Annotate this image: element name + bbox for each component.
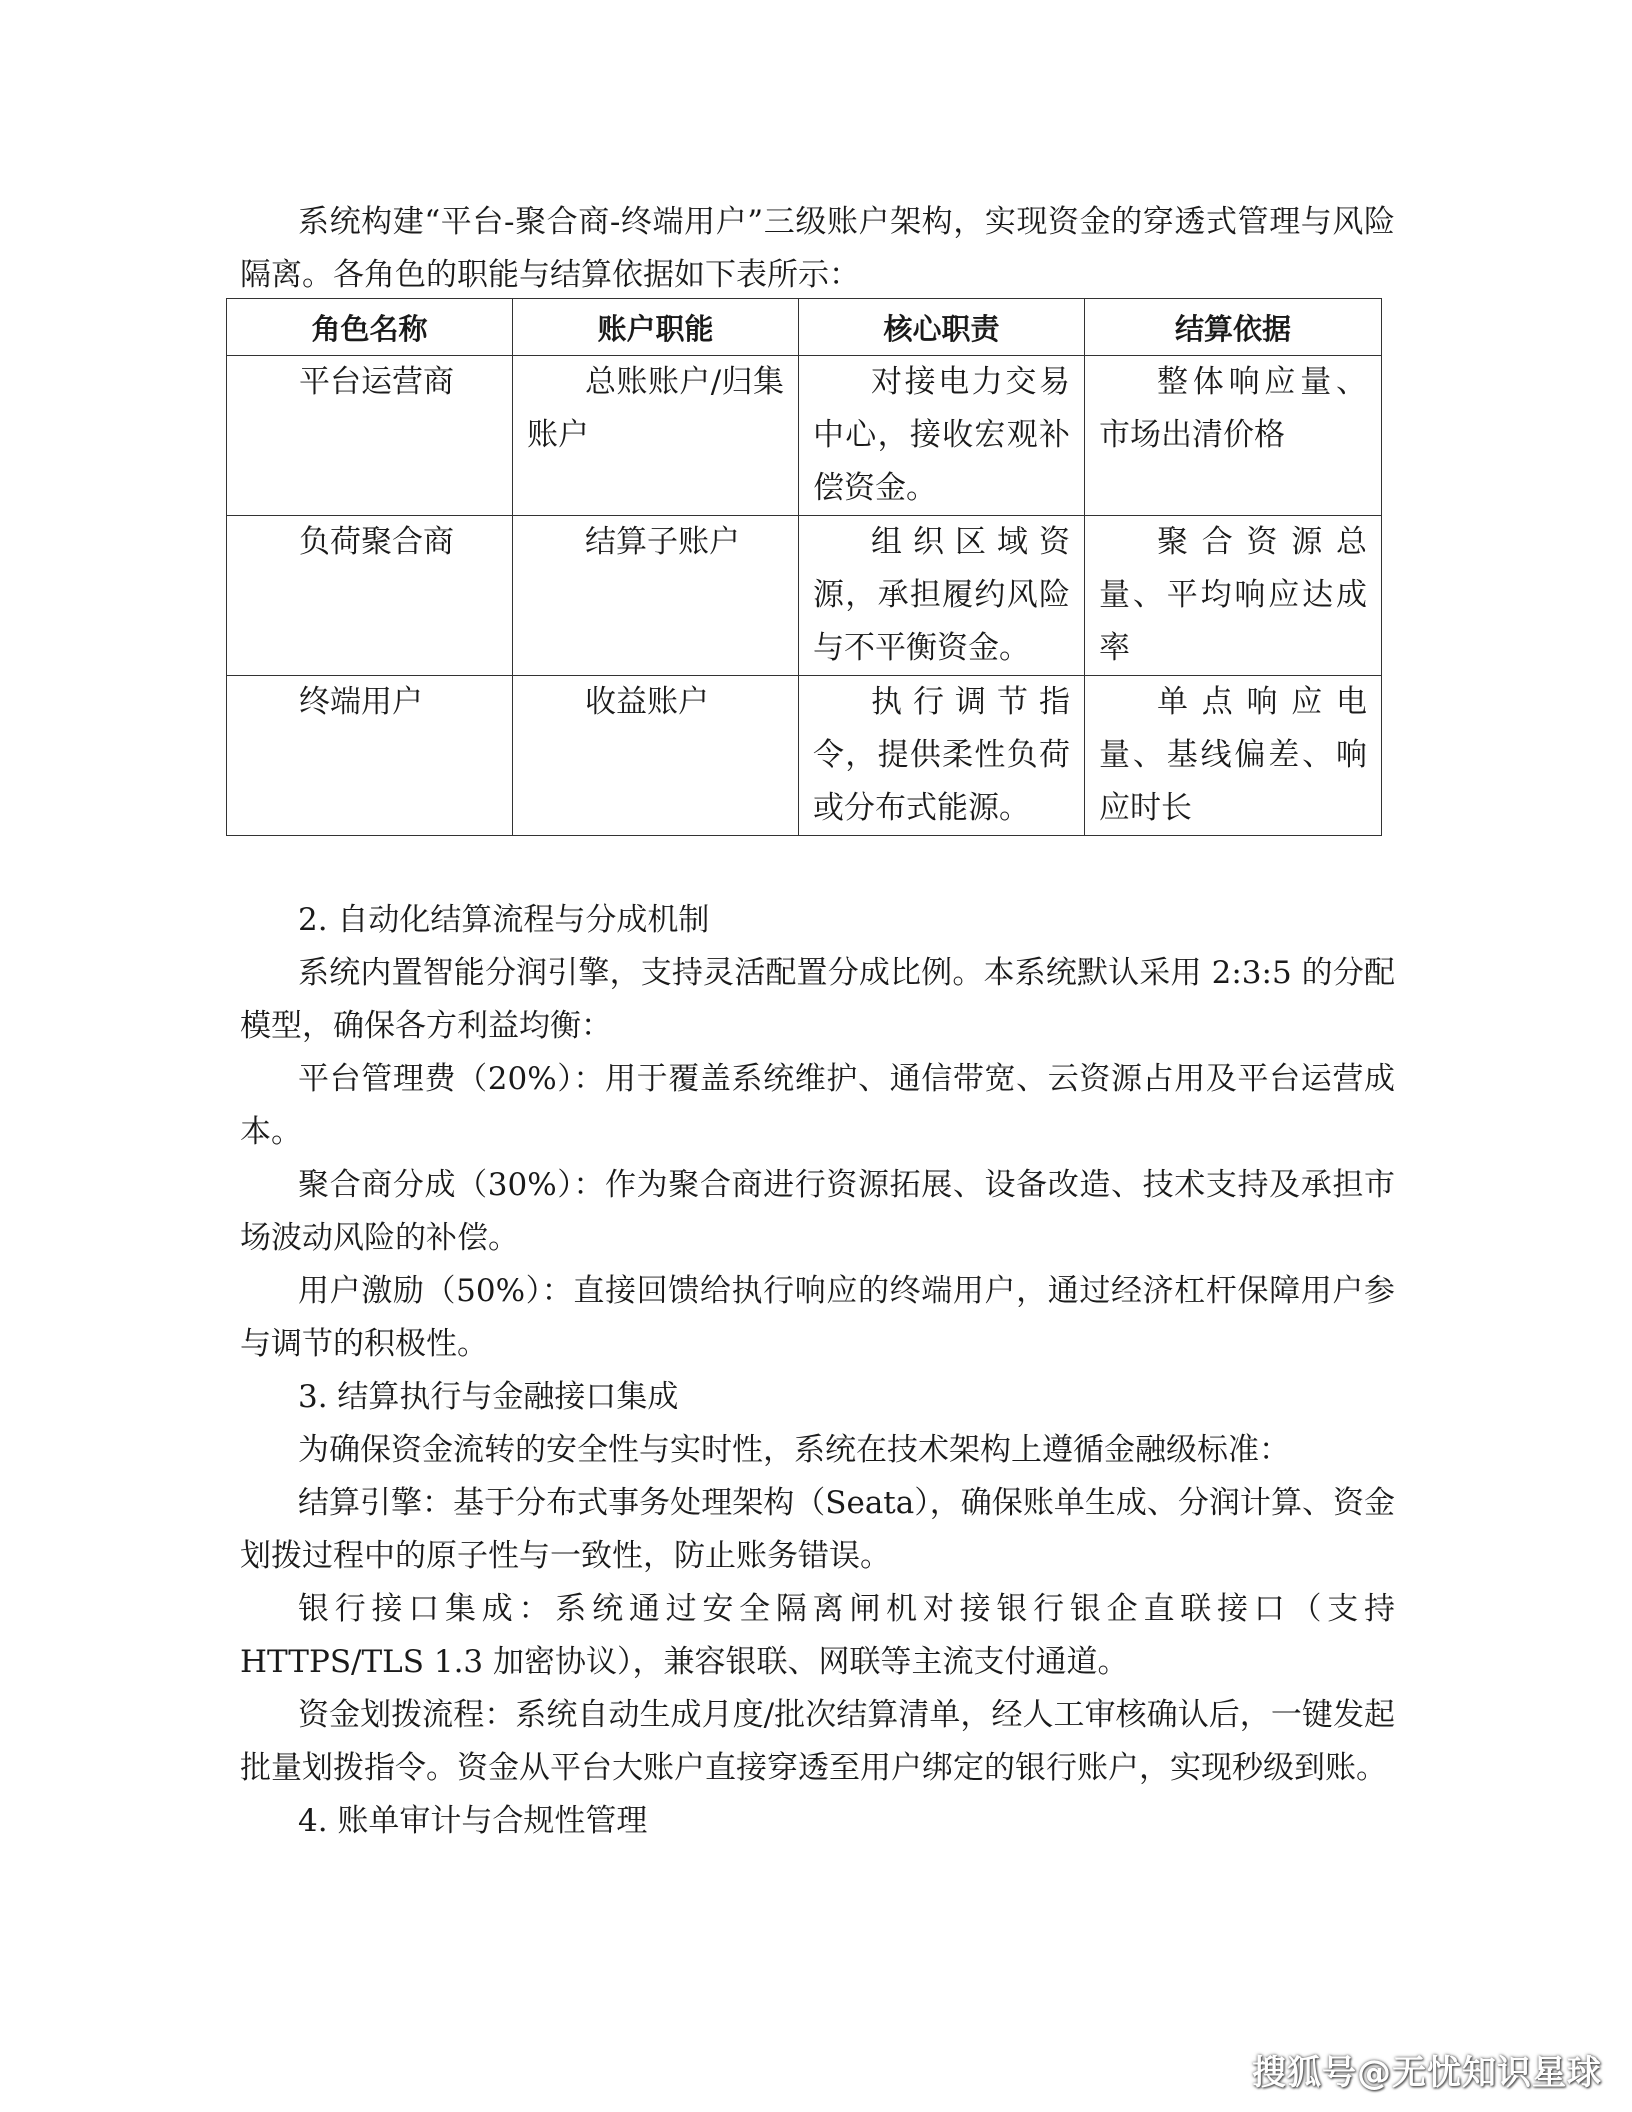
table-cell: 负荷聚合商 [227, 516, 513, 676]
table-cell: 结算子账户 [513, 516, 799, 676]
paragraph: 聚合商分成（30%）：作为聚合商进行资源拓展、设备改造、技术支持及承担市场波动风险的补偿。 [240, 1167, 1395, 1256]
section-3-heading: 3. 结算执行与金融接口集成 [298, 1379, 679, 1415]
section-2-heading: 2. 自动化结算流程与分成机制 [298, 902, 710, 938]
body-text [240, 894, 1395, 1848]
table-header: 核心职责 [799, 299, 1085, 356]
table-header: 账户职能 [513, 299, 799, 356]
paragraph: 银行接口集成：系统通过安全隔离闸机对接银行银企直联接口（支持 HTTPS/TLS 1.3 加密协议），兼容银联、网联等主流支付通道。 [240, 1591, 1395, 1680]
table-cell: 单点响应电量、基线偏差、响应时长 [1085, 676, 1382, 836]
table-cell: 平台运营商 [227, 356, 513, 516]
paragraph: 平台管理费（20%）：用于覆盖系统维护、通信带宽、云资源占用及平台运营成本。 [240, 1061, 1395, 1150]
account-roles-table [226, 298, 1382, 836]
paragraph: 系统内置智能分润引擎，支持灵活配置分成比例。本系统默认采用 2:3:5 的分配模型，确保各方利益均衡： [240, 955, 1395, 1044]
table-header: 角色名称 [227, 299, 513, 356]
paragraph: 用户激励（50%）：直接回馈给执行响应的终端用户，通过经济杠杆保障用户参与调节的积极性。 [240, 1273, 1395, 1362]
paragraph: 资金划拨流程：系统自动生成月度/批次结算清单，经人工审核确认后，一键发起批量划拨指令。资金从平台大账户直接穿透至用户绑定的银行账户，实现秒级到账。 [240, 1697, 1395, 1786]
table-cell: 执行调节指令，提供柔性负荷或分布式能源。 [799, 676, 1085, 836]
table-cell: 收益账户 [513, 676, 799, 836]
table-row [227, 516, 1382, 676]
table-cell: 聚合资源总量、平均响应达成率 [1085, 516, 1382, 676]
table-cell: 组织区域资源，承担履约风险与不平衡资金。 [799, 516, 1085, 676]
table-cell: 总账账户/归集账户 [513, 356, 799, 516]
table-row [227, 676, 1382, 836]
table-header: 结算依据 [1085, 299, 1382, 356]
intro-block [240, 196, 1395, 302]
watermark: 搜狐号@无忧知识星球 [1252, 2053, 1602, 2093]
paragraph: 结算引擎：基于分布式事务处理架构（Seata），确保账单生成、分润计算、资金划拨过程中的原子性与一致性，防止账务错误。 [240, 1485, 1395, 1574]
table-cell: 终端用户 [227, 676, 513, 836]
table-cell: 整体响应量、市场出清价格 [1085, 356, 1382, 516]
table-cell: 对接电力交易中心，接收宏观补偿资金。 [799, 356, 1085, 516]
section-4-heading: 4. 账单审计与合规性管理 [298, 1803, 648, 1839]
intro-paragraph: 系统构建“平台-聚合商-终端用户”三级账户架构，实现资金的穿透式管理与风险隔离。各角色的职能与结算依据如下表所示： [240, 204, 1395, 293]
table-row [227, 356, 1382, 516]
paragraph: 为确保资金流转的安全性与实时性，系统在技术架构上遵循金融级标准： [298, 1432, 1290, 1468]
table-header-row [227, 299, 1382, 356]
